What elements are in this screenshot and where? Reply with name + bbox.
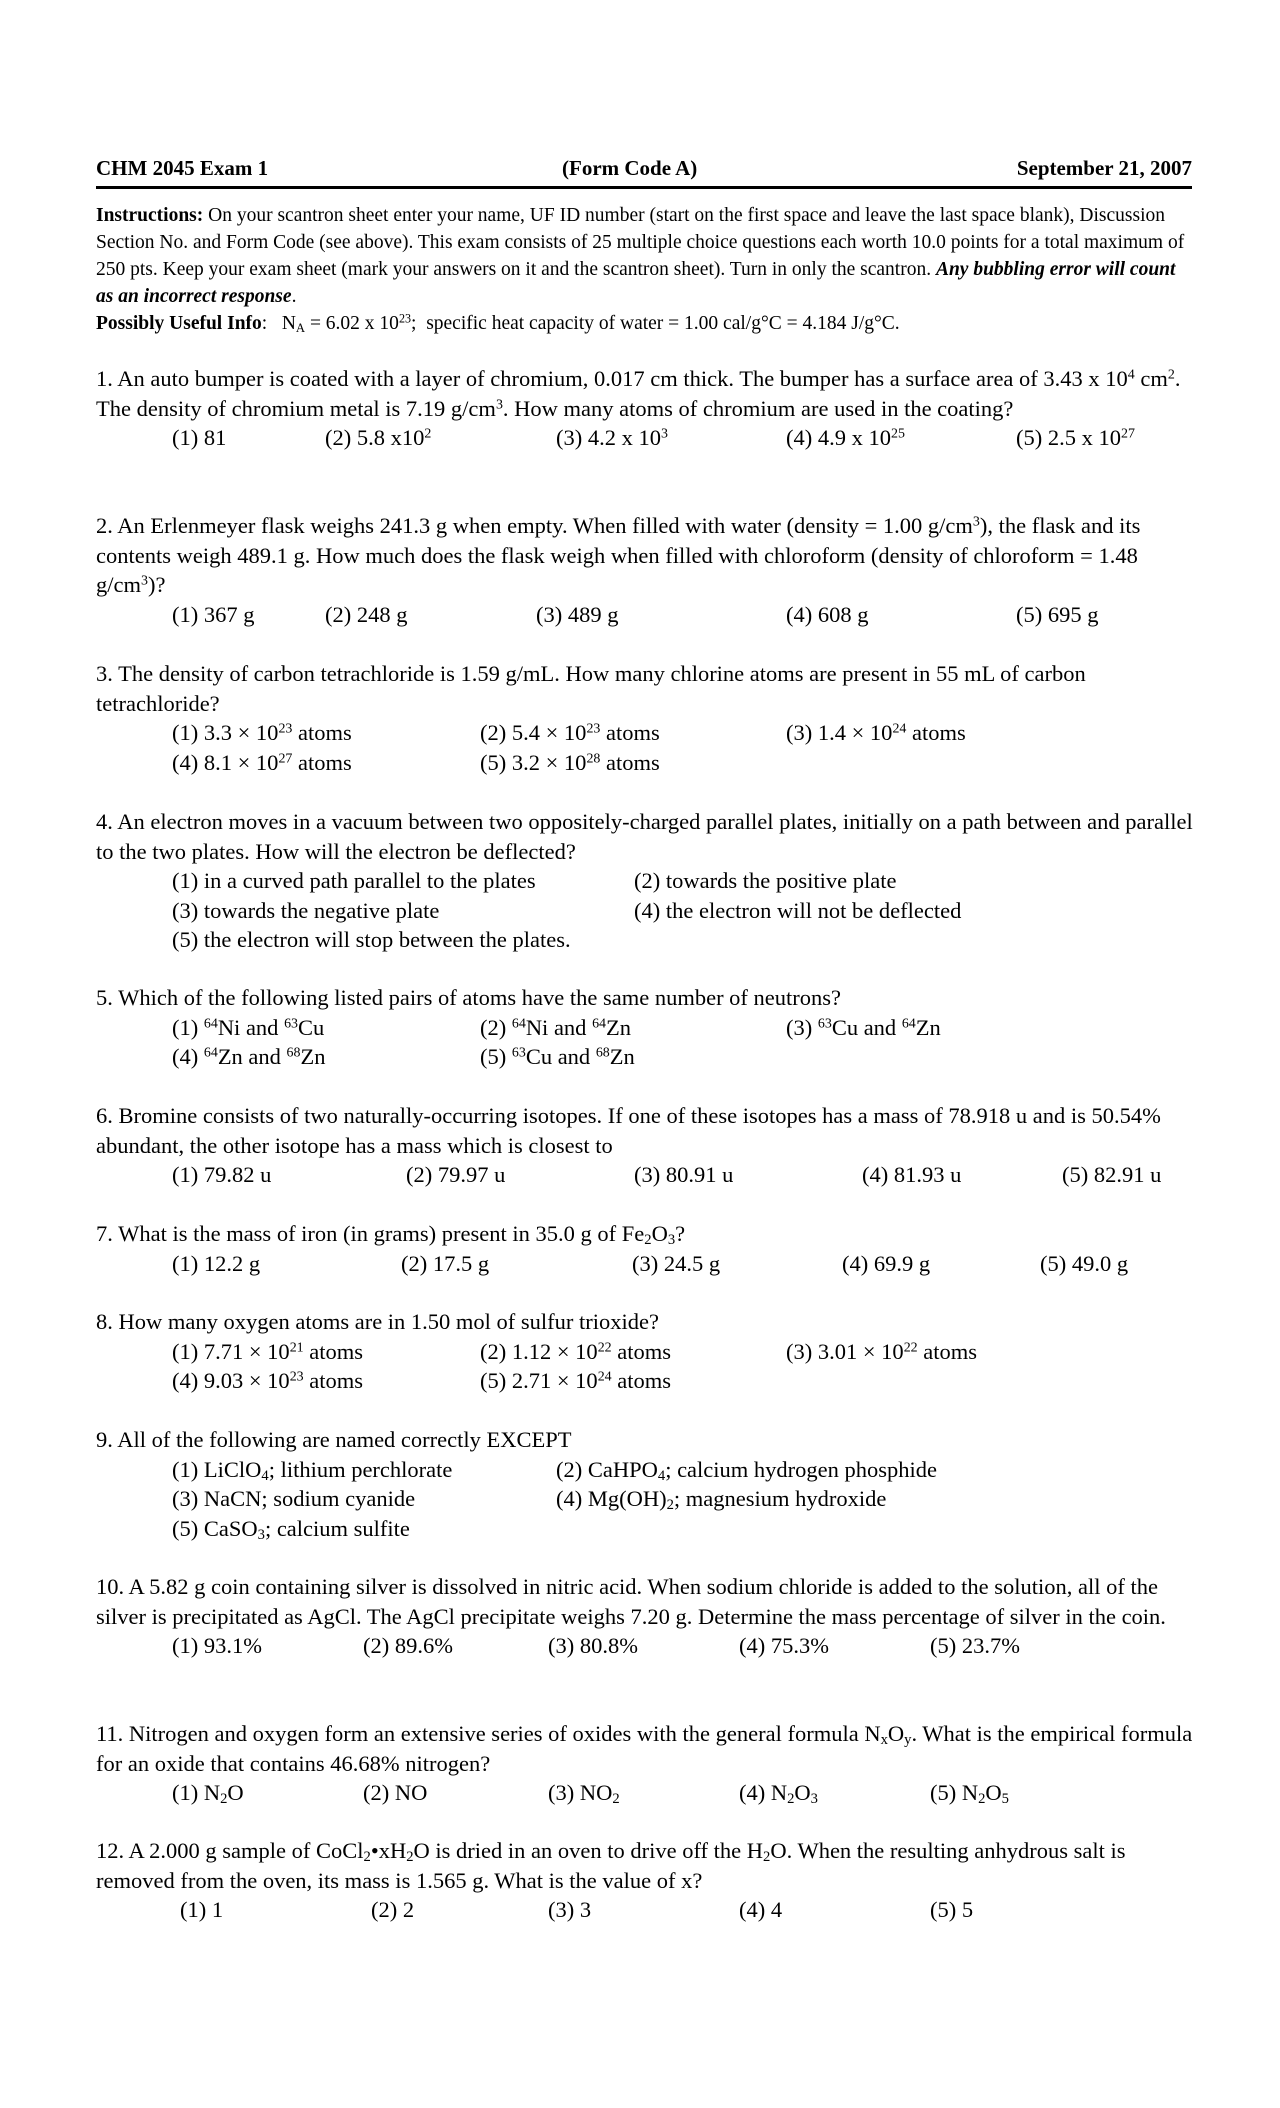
question-stem: 6. Bromine consists of two naturally-occurring isotopes. If one of these isotopes has a mass of 78.918 u and is 50.54% abundant, the other isotope has a mass which is closest to (96, 1103, 1161, 1158)
answer-option: (4) 69.9 g (842, 1250, 931, 1276)
answer-option: (5) 695 g (1016, 601, 1099, 627)
question-stem: 12. A 2.000 g sample of $CoCl_2•xH_2O$ is dried in an oven to drive off the $H_2O$. When the resulting anhydrous salt is removed from the oven, its mass is 1.565 g. What is the value of x? (96, 1838, 1126, 1893)
answer-option: (2) $^{64}$Ni and $^{64}$Zn (480, 1014, 631, 1040)
exam-date: September 21, 2007 (1016, 156, 1192, 180)
instructions-block: Instructions: On your scantron sheet enter your name, UF ID number (start on the first space and leave the last space blank), Discussion Section No. and Form Code (see above). This exam consists of 25 multiple choice questions each worth 10.0 points for a total maximum of 250 pts. Keep your exam sheet (mark your answers on it and the scantron sheet). Turn in only the scantron. Any bubbling error will count as an incorrect response. Possibly Useful Info: $N_A = 6.02$ x $10^{23}$; specific heat capacity of water = 1.00 cal/g°C = 4.184 J/g°C. (96, 205, 1185, 335)
question-1 (96, 364, 1196, 453)
answer-option: (1) in a curved path parallel to the plates (172, 868, 536, 893)
question-stem: 9. All of the following are named correctly EXCEPT (96, 1427, 572, 1452)
answer-option: (3) $1.4 \times 10^{24}$ atoms (786, 720, 966, 745)
answer-option: (3) 3 (548, 1897, 592, 1922)
answer-option: (1) 367 g (172, 601, 255, 627)
answer-option: (5) $N_2O_5$ (930, 1780, 1009, 1808)
answer-option: (4) $N_2O_3$ (739, 1780, 818, 1808)
answer-option: (4) 608 g (786, 601, 869, 627)
answer-option: (2) towards the positive plate (634, 868, 897, 893)
answer-option: (2) 79.97 u (406, 1162, 506, 1187)
question-9 (96, 1425, 1196, 1543)
instructions-label: Instructions: (96, 205, 204, 226)
course-title: CHM 2045 Exam 1 (96, 156, 269, 180)
answer-option: (1) $7.71 \times 10^{21}$ atoms (172, 1338, 363, 1364)
instructions-text: On your scantron sheet enter your name, UF ID number (start on the first space and leave the last space blank), Discussion Section No. and Form Code (see above). This exam consists of 25 multiple choice questions each worth 10.0 points for a total maximum of 250 pts. Keep your exam sheet (mark your answers on it and the scantron sheet). Turn in only the scantron. (96, 205, 1185, 280)
answer-option: (4) $Mg(OH)_2$; magnesium hydroxide (556, 1486, 887, 1514)
answer-option: (4) the electron will not be deflected (634, 897, 962, 923)
answer-option: (5) 82.91 u (1062, 1162, 1162, 1187)
answer-option: (4) 81.93 u (862, 1162, 962, 1187)
question-11 (96, 1719, 1196, 1808)
avogadro-symbol: N (281, 313, 296, 334)
answer-option: (4) $9.03 \times 10^{23}$ atoms (172, 1368, 363, 1393)
answer-option: (2) 5.8 $x10^2$ (325, 425, 432, 450)
answer-option: (1) 12.2 g (172, 1250, 261, 1276)
answer-option: (3) 24.5 g (632, 1250, 721, 1276)
answer-option: (2) CaHPO$_4$; calcium hydrogen phosphide (556, 1456, 938, 1484)
answer-option: (3) $^{63}$Cu and $^{64}$Zn (786, 1014, 941, 1040)
answer-option: (2) $5.4 \times 10^{23}$ atoms (480, 720, 660, 745)
question-stem: 1. An auto bumper is coated with a layer of chromium, 0.017 cm thick. The bumper has a surface area of 3.43 x $10^4$ $cm^2$. The density of chromium metal is 7.19 $g/cm^3$. How many atoms of chromium are used in the coating? (96, 366, 1181, 421)
answer-option: (3) $NO_2$ (548, 1780, 620, 1808)
avogadro-value: = 6.02 x 10 (309, 313, 399, 334)
question-stem: 3. The density of carbon tetrachloride is 1.59 g/mL. How many chlorine atoms are present in 55 mL of carbon tetrachloride? (96, 661, 1086, 716)
answer-option: (1) $N_2O$ (172, 1780, 244, 1808)
question-8 (96, 1307, 1196, 1396)
answer-option: (2) $1.12 \times 10^{22}$ atoms (480, 1338, 671, 1364)
answer-option: (2) 17.5 g (401, 1250, 490, 1276)
question-12 (96, 1836, 1196, 1925)
useful-info-label: Possibly Useful Info (96, 313, 262, 334)
question-6 (96, 1101, 1196, 1190)
answer-option: (1) 81 (172, 425, 227, 450)
answer-option: (4) $8.1 \times 10^{27}$ atoms (172, 749, 352, 775)
answer-option: (5) $^{63}$Cu and $^{68}$Zn (480, 1044, 635, 1069)
question-10 (96, 1572, 1196, 1661)
answer-option: (2) 2 (371, 1897, 415, 1922)
question-7 (96, 1219, 1196, 1278)
question-stem: 2. An Erlenmeyer flask weighs 241.3 g when empty. When filled with water (density = 1.00 $g/cm^3$), the flask and its contents weigh 489.1 g. How much does the flask weigh when filled with chloroform (density of chloroform = 1.48 $g/cm^3$)? (96, 513, 1141, 597)
answer-option: (2) 248 g (325, 601, 408, 627)
answer-option: (5) the electron will stop between the plates. (172, 927, 571, 952)
question-stem: 5. Which of the following listed pairs of atoms have the same number of neutrons? (96, 985, 842, 1010)
answer-option: (1) 1 (180, 1897, 224, 1922)
exam-header (96, 156, 1192, 186)
question-stem: 10. A 5.82 g coin containing silver is dissolved in nitric acid. When sodium chloride is added to the solution, all of the silver is precipitated as AgCl. The AgCl precipitate weighs 7.20 g. Determine the mass percentage of silver in the coin. (96, 1574, 1166, 1629)
answer-option: (5) 2.5 x $10^{27}$ (1016, 425, 1135, 450)
answer-option: (5) $3.2 \times 10^{28}$ atoms (480, 749, 660, 775)
answer-option: (3) 489 g (536, 601, 619, 627)
answer-option: (1) $3.3 \times 10^{23}$ atoms (172, 720, 352, 745)
answer-option: (4) 4.9 x $10^{25}$ (786, 425, 905, 450)
answer-option: (2) NO (363, 1780, 428, 1805)
answer-option: (1) $^{64}$Ni and $^{63}$Cu (172, 1014, 325, 1040)
answer-option: (3) 80.91 u (634, 1162, 734, 1187)
bubbling-warning: Any bubbling error will count as an incorrect response (96, 259, 1176, 307)
answer-option: (5) $2.71 \times 10^{24}$ atoms (480, 1368, 671, 1393)
answer-option: (4) 4 (739, 1897, 783, 1922)
answer-option: (5) 5 (930, 1897, 974, 1922)
answer-option: (5) 23.7% (930, 1633, 1020, 1658)
answer-option: (4) $^{64}$Zn and $^{68}$Zn (172, 1044, 326, 1069)
question-4 (96, 807, 1196, 955)
question-3 (96, 659, 1196, 777)
question-5 (96, 983, 1196, 1072)
specific-heat-info: specific heat capacity of water = 1.00 cal/g°C = 4.184 J/g°C. (426, 313, 900, 334)
form-code: (Form Code A) (562, 156, 698, 180)
answer-option: (1) 79.82 u (172, 1162, 272, 1187)
header-divider (96, 186, 1192, 189)
answer-option: (1) 93.1% (172, 1633, 262, 1658)
answer-option: (3) 4.2 x $10^3$ (556, 425, 668, 450)
question-stem: 7. What is the mass of iron (in grams) present in 35.0 g of $Fe_2O_3$? (96, 1221, 686, 1249)
answer-option: (5) 49.0 g (1040, 1250, 1129, 1276)
answer-option: (1) LiClO$_4$; lithium perchlorate (172, 1456, 453, 1484)
answer-option: (2) 89.6% (363, 1633, 453, 1658)
answer-option: (3) 80.8% (548, 1633, 638, 1658)
question-stem: 8. How many oxygen atoms are in 1.50 mol of sulfur trioxide? (96, 1309, 660, 1334)
answer-option: (4) 75.3% (739, 1633, 829, 1658)
answer-option: (3) $3.01 \times 10^{22}$ atoms (786, 1338, 977, 1364)
answer-option: (3) NaCN; sodium cyanide (172, 1486, 416, 1511)
answer-option: (5) CaSO$_3$; calcium sulfite (172, 1515, 410, 1543)
answer-option: (3) towards the negative plate (172, 897, 440, 923)
question-stem: 4. An electron moves in a vacuum between two oppositely-charged parallel plates, initially on a path between and parallel to the two plates. How will the electron be deflected? (96, 809, 1193, 864)
question-stem: 11. Nitrogen and oxygen form an extensive series of oxides with the general formula $N_xO_y$. What is the empirical formula for an oxide that contains 46.68% nitrogen? (96, 1721, 1193, 1776)
question-2 (96, 511, 1196, 629)
